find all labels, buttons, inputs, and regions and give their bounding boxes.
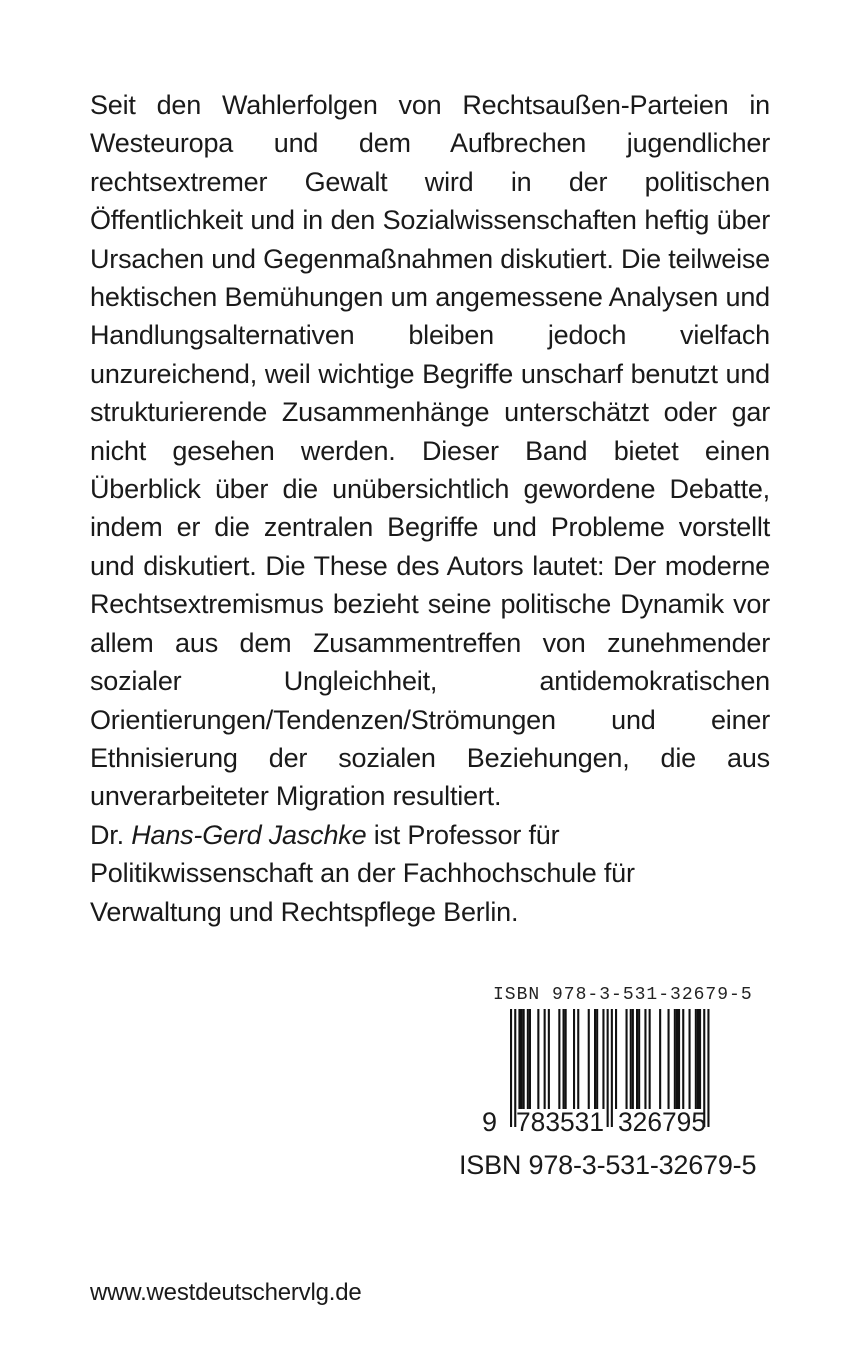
barcode-bar (644, 1009, 646, 1109)
publisher-website: www.westdeutschervlg.de (90, 1279, 362, 1306)
barcode-bar (682, 1009, 684, 1109)
barcode-bar (529, 1009, 531, 1109)
barcode-bar (615, 1009, 617, 1109)
barcode-bar (611, 1009, 613, 1127)
barcode-bar (577, 1009, 579, 1109)
author-description: ist Professor für Politikwissenschaft an der Fachhochschule für Verwaltung und Rechtspflege Berlin. (90, 820, 635, 927)
barcode-bar (659, 1009, 661, 1109)
barcode-bar (596, 1009, 598, 1109)
barcode-bar (527, 1009, 529, 1109)
barcode-icon (480, 1007, 770, 1147)
barcode-bar (537, 1009, 539, 1109)
barcode-right-digits: 326795 (618, 1107, 706, 1137)
barcode-isbn-label: ISBN 978-3-531-32679-5 (493, 985, 753, 1005)
barcode-block (480, 985, 780, 1175)
barcode-left-digits: 783531 (516, 1107, 604, 1137)
barcode-bar (573, 1009, 575, 1109)
barcode-bar (707, 1009, 709, 1127)
isbn-number: ISBN 978-3-531-32679-5 (459, 1150, 757, 1180)
barcode-bar (588, 1009, 590, 1109)
barcode-bar (636, 1009, 638, 1109)
barcode-bar (695, 1009, 697, 1109)
barcode-bar (668, 1009, 670, 1109)
barcode-bar (544, 1009, 546, 1109)
barcode-bar (518, 1009, 520, 1109)
author-bio (90, 816, 770, 931)
blurb-text: Seit den Wahlerfolgen von Rechtsaußen-Parteien in Westeuropa und dem Aufbrechen jugendlicher rechtsextremer Gewalt wird in der politischen Öffentlichkeit und in den Sozialwissenschaften heftig über Ursachen und Gegenmaßnahmen diskutiert. Die teilweise hektischen Bemühungen um angemessene Analysen und Handlungsalternativen bleiben jedoch vielfach unzureichend, weil wichtige Begriffe unscharf benutzt und strukturierende Zusammenhänge unterschätzt oder gar nicht gesehen werden. Dieser Band bietet einen Überblick über die unübersichtlich gewordene Debatte, indem er die zentralen Begriffe und Probleme vorstellt und diskutiert. Die These des Autors lautet: Der moderne Rechtsextremismus bezieht seine politische Dynamik vor allem aus dem Zusammentreffen von zunehmender sozialer Ungleichheit, antidemokratischen Orientierungen/Tendenzen/Strömungen und einer Ethnisierung der sozialen Beziehungen, die aus unverarbeiteter Migration resultiert. (90, 90, 770, 812)
barcode-bar (678, 1009, 680, 1109)
barcode-bar (602, 1009, 604, 1109)
barcode-bar (563, 1009, 565, 1109)
barcode-bar (632, 1009, 634, 1109)
barcode-bar (697, 1009, 699, 1109)
barcode-bar (699, 1009, 701, 1109)
barcode-bar (630, 1009, 632, 1109)
barcode-bar (674, 1009, 676, 1109)
barcode-first-digit: 9 (482, 1107, 498, 1137)
barcode-bar (626, 1009, 628, 1109)
barcode-bar (565, 1009, 567, 1109)
barcode-bar (607, 1009, 609, 1127)
barcode-bar (689, 1009, 691, 1109)
barcode-bar (676, 1009, 678, 1109)
barcode-bar (649, 1009, 651, 1109)
barcode-bar (558, 1009, 560, 1109)
barcode-bar (594, 1009, 596, 1109)
barcode-bar (523, 1009, 525, 1109)
author-prefix: Dr. (90, 820, 132, 850)
barcode-bar (638, 1009, 640, 1109)
barcode-bar (521, 1009, 523, 1109)
barcode-bar (548, 1009, 550, 1109)
author-name: Hans-Gerd Jaschke (131, 820, 367, 850)
barcode-bar (510, 1009, 512, 1127)
